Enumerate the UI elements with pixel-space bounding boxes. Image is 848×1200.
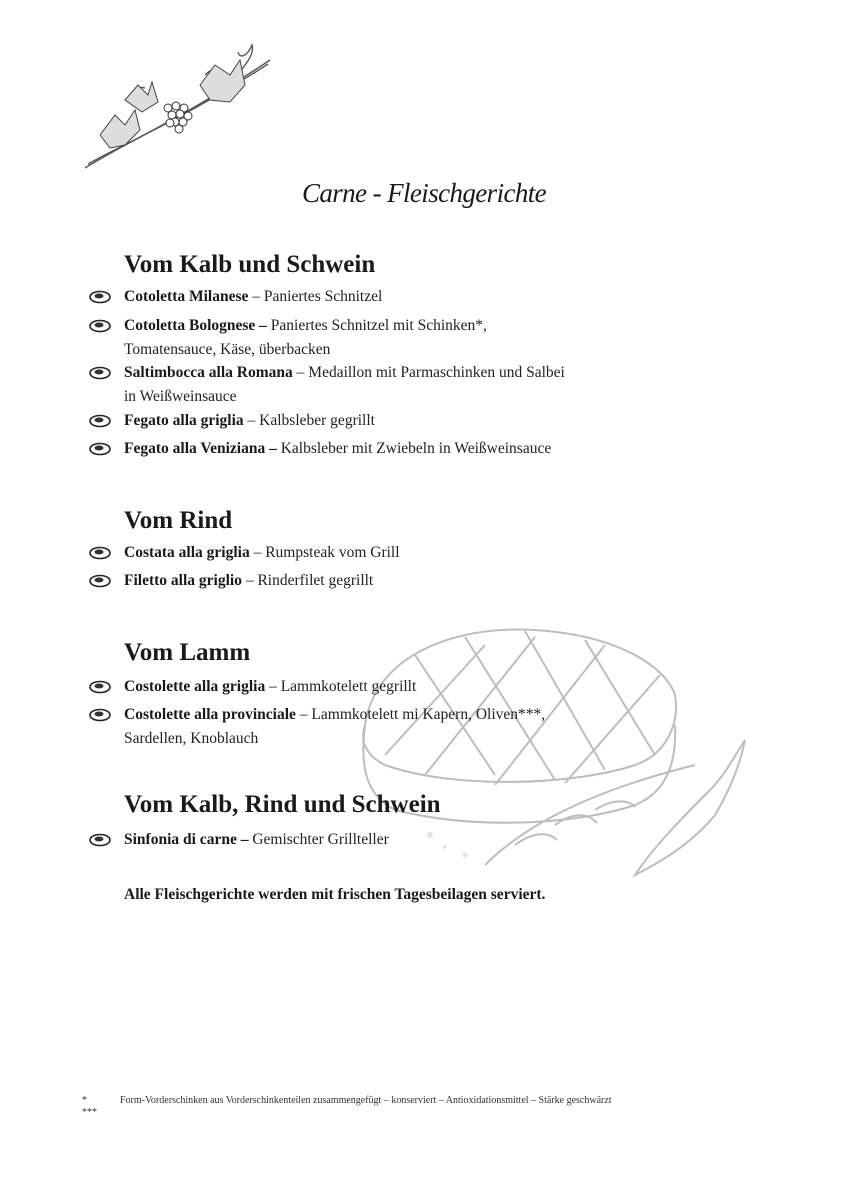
footnote-text: Form-Vorderschinken aus Vorderschinkenteilen zusammengefügt – konserviert – Antioxidationsmittel – Stärke geschwärzt: [120, 1095, 612, 1106]
dish-description: – Lammkotelett mi Kapern, Oliven***,: [295, 706, 546, 723]
dish-name: Costolette alla griglia: [124, 678, 266, 695]
section-heading-kalb-rind-schwein: Vom Kalb, Rind und Schwein: [124, 791, 441, 818]
plate-bullet-icon: [88, 678, 112, 694]
dish-description-cont: in Weißweinsauce: [124, 388, 237, 405]
dish-description-cont: Tomatensauce, Käse, überbacken: [124, 341, 331, 358]
dish-name: Sinfonia di carne –: [124, 831, 249, 848]
side-dish-note: Alle Fleischgerichte werden mit frischen Tagesbeilagen serviert.: [124, 886, 546, 903]
dish-description: – Medaillon mit Parmaschinken und Salbei: [292, 364, 565, 381]
dish-name: Costolette alla provinciale: [124, 706, 296, 723]
footnote-symbol: *: [82, 1095, 87, 1106]
dish-name: Costata alla griglia: [124, 544, 250, 561]
dish-description: – Kalbsleber gegrillt: [243, 412, 375, 429]
plate-bullet-icon: [88, 831, 112, 847]
grapevine-ornament-icon: [80, 40, 280, 175]
dish-name: Fegato alla griglia: [124, 412, 244, 429]
plate-bullet-icon: [88, 364, 112, 380]
dish-description: Gemischter Grillteller: [248, 831, 389, 848]
page-title: Carne - Fleischgerichte: [301, 178, 547, 208]
dish-description: – Rumpsteak vom Grill: [249, 544, 400, 561]
dish-name: Filetto alla griglio: [124, 572, 242, 589]
footnote-symbol: ***: [82, 1107, 97, 1118]
dish-description: – Lammkotelett gegrillt: [265, 678, 417, 695]
dish-description-cont: Sardellen, Knoblauch: [124, 730, 259, 747]
dish-name: Saltimbocca alla Romana: [124, 364, 293, 381]
dish-description: – Paniertes Schnitzel: [248, 288, 383, 305]
plate-bullet-icon: [88, 572, 112, 588]
dish-description: Kalbsleber mit Zwiebeln in Weißweinsauce: [276, 440, 552, 457]
dish-name: Cotoletta Milanese: [124, 288, 249, 305]
plate-bullet-icon: [88, 412, 112, 428]
plate-bullet-icon: [88, 706, 112, 722]
section-heading-rind: Vom Rind: [124, 507, 233, 534]
section-heading-lamm: Vom Lamm: [124, 639, 251, 666]
section-heading-kalb-schwein: Vom Kalb und Schwein: [124, 251, 376, 278]
dish-description: – Rinderfilet gegrillt: [241, 572, 374, 589]
dish-description: Paniertes Schnitzel mit Schinken*,: [266, 317, 487, 334]
plate-bullet-icon: [88, 544, 112, 560]
dish-name: Fegato alla Veniziana –: [124, 440, 277, 457]
dish-name: Cotoletta Bolognese –: [124, 317, 267, 334]
plate-bullet-icon: [88, 440, 112, 456]
plate-bullet-icon: [88, 288, 112, 304]
plate-bullet-icon: [88, 317, 112, 333]
